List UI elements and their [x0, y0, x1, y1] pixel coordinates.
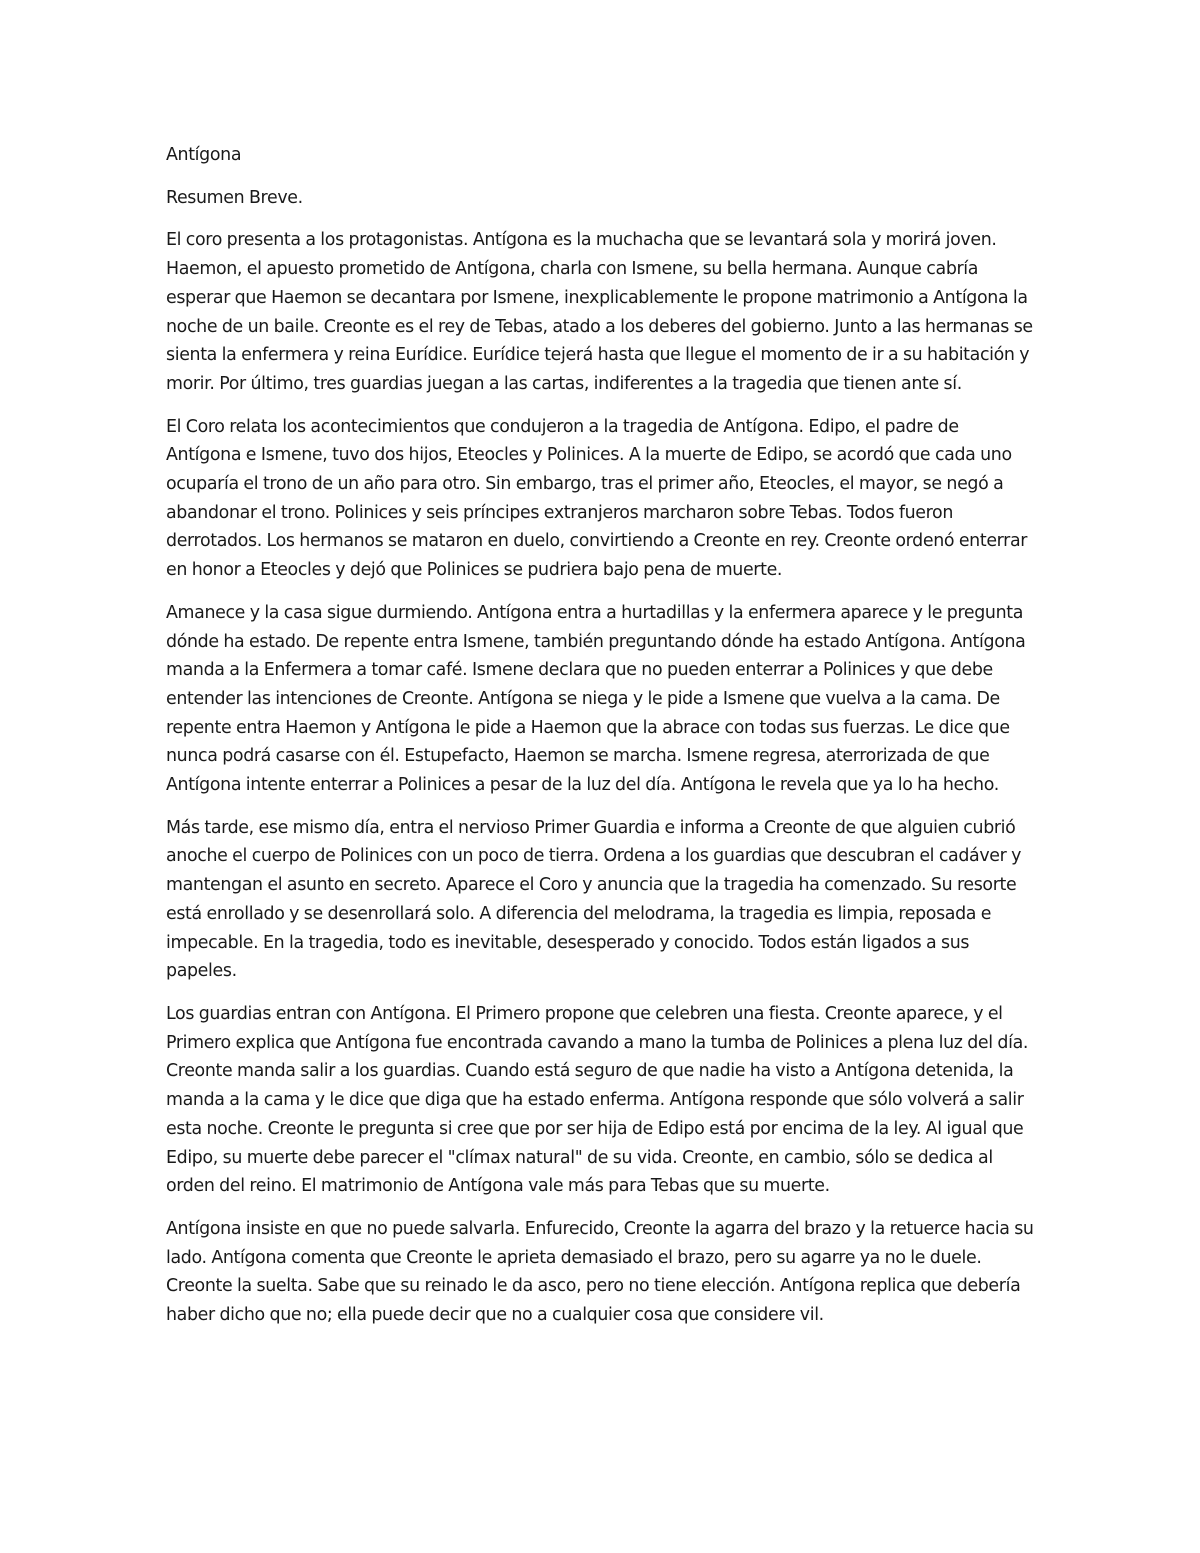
document-title: Antígona	[166, 145, 242, 165]
paragraph-4: Más tarde, ese mismo día, entra el nervioso Primer Guardia e informa a Creonte de que alguien cubrió anoche el cuerpo de Polinices con un poco de tierra. Ordena a los guardias que descubran el cadáver y mantengan el asunto en secreto. Aparece el Coro y anuncia que la tragedia ha comenzado. Su resorte está enrollado y se desenrollará solo. A diferencia del melodrama, la tragedia es limpia, reposada e impecable. En la tragedia, todo es inevitable, desesperado y conocido. Todos están ligados a sus papeles.	[166, 817, 1022, 982]
paragraph-1: El coro presenta a los protagonistas. Antígona es la muchacha que se levantará sola y morirá joven. Haemon, el apuesto prometido de Antígona, charla con Ismene, su bella hermana. Aunque cabría esperar que Haemon se decantara por Ismene, inexplicablemente le propone matrimonio a Antígona la noche de un baile. Creonte es el rey de Tebas, atado a los deberes del gobierno. Junto a las hermanas se sienta la enfermera y reina Eurídice. Eurídice tejerá hasta que llegue el momento de ir a su habitación y morir. Por último, tres guardias juegan a las cartas, indiferentes a la tragedia que tienen ante sí.	[166, 230, 1033, 394]
document-body	[166, 141, 1036, 1330]
document-subtitle: Resumen Breve.	[166, 187, 303, 208]
paragraph-2: El Coro relata los acontecimientos que condujeron a la tragedia de Antígona. Edipo, el padre de Antígona e Ismene, tuvo dos hijos, Eteocles y Polinices. A la muerte de Edipo, se acordó que cada uno ocuparía el trono de un año para otro. Sin embargo, tras el primer año, Eteocles, el mayor, se negó a abandonar el trono. Polinices y seis príncipes extranjeros marcharon sobre Tebas. Todos fueron derrotados. Los hermanos se mataron en duelo, convirtiendo a Creonte en rey. Creonte ordenó enterrar en honor a Eteocles y dejó que Polinices se pudriera bajo pena de muerte.	[166, 416, 1028, 581]
paragraph-6: Antígona insiste en que no puede salvarla. Enfurecido, Creonte la agarra del brazo y la retuerce hacia su lado. Antígona comenta que Creonte le aprieta demasiado el brazo, pero su agarre ya no le duele. Creonte la suelta. Sabe que su reinado le da asco, pero no tiene elección. Antígona replica que debería haber dicho que no; ella puede decir que no a cualquier cosa que considere vil.	[166, 1218, 1034, 1326]
paragraph-3: Amanece y la casa sigue durmiendo. Antígona entra a hurtadillas y la enfermera aparece y le pregunta dónde ha estado. De repente entra Ismene, también preguntando dónde ha estado Antígona. Antígona manda a la Enfermera a tomar café. Ismene declara que no pueden enterrar a Polinices y que debe entender las intenciones de Creonte. Antígona se niega y le pide a Ismene que vuelva a la cama. De repente entra Haemon y Antígona le pide a Haemon que la abrace con todas sus fuerzas. Le dice que nunca podrá casarse con él. Estupefacto, Haemon se marcha. Ismene regresa, aterrorizada de que Antígona intente enterrar a Polinices a pesar de la luz del día. Antígona le revela que ya lo ha hecho.	[166, 602, 1026, 796]
paragraph-5: Los guardias entran con Antígona. El Primero propone que celebren una fiesta. Creonte aparece, y el Primero explica que Antígona fue encontrada cavando a mano la tumba de Polinices a plena luz del día. Creonte manda salir a los guardias. Cuando está seguro de que nadie ha visto a Antígona detenida, la manda a la cama y le dice que diga que ha estado enferma. Antígona responde que sólo volverá a salir esta noche. Creonte le pregunta si cree que por ser hija de Edipo está por encima de la ley. Al igual que Edipo, su muerte debe parecer el "clímax natural" de su vida. Creonte, en cambio, sólo se dedica al orden del reino. El matrimonio de Antígona vale más para Tebas que su muerte.	[166, 1003, 1029, 1197]
